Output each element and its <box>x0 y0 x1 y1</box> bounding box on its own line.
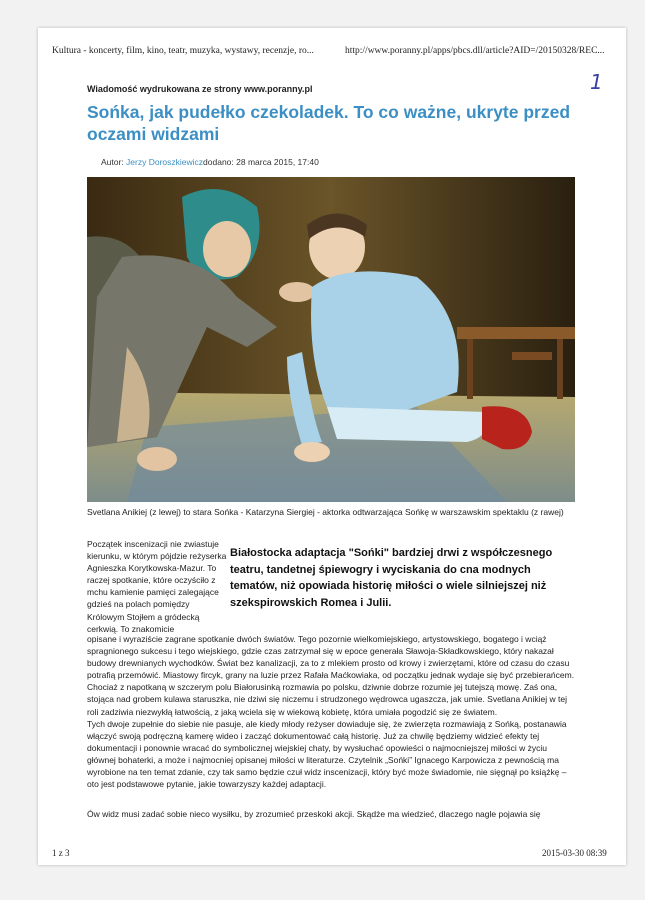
photo-caption: Svetlana Anikiej (z lewej) to stara Sońka - Katarzyna Siergiej - aktorka odtwarzająca Sońkę w warszawskim spektaklu (z rawej) <box>87 507 564 517</box>
article-lead: Białostocka adaptacja "Sońki" bardziej drwi z współczesnego teatru, tandetnej śpiewogry i wyciskania do cna modnych tematów, niż opowiada historię miłości o wiele silniejszej niż szekspirowskich Romea i Julii. <box>230 547 553 609</box>
page-counter: 1 z 3 <box>52 848 70 858</box>
article-photo <box>87 177 575 502</box>
print-datetime: 2015-03-30 08:39 <box>542 848 607 858</box>
article-body-column: Początek inscenizacji nie zwiastuje kierunku, w którym pójdzie reżyserka Agnieszka Korytkowska-Mazur. To raczej spotkanie, które oczyściło z mchu kamienie pamięci zalegające gdzieś na polach pomiędzy Królowym Stojłem a gródecką cerkwią. To znakomicie <box>87 539 227 634</box>
printed-from-notice: Wiadomość wydrukowana ze strony www.poranny.pl <box>87 84 313 94</box>
article-paragraph-continued: Ów widz musi zadać sobie nieco wysiłku, by zrozumieć przeskoki akcji. Skądże ma wiedzieć, dlaczego nagle pojawia się <box>87 809 541 819</box>
browser-header-title: Kultura - koncerty, film, kino, teatr, muzyka, wystawy, recenzje, ro... <box>52 46 314 56</box>
article-paragraph: Tych dwoje zupełnie do siebie nie pasuje, ale kiedy młody reżyser dowiaduje się, że zwierzęta rozmawiają z Sońką, postanawia włączyć swoją podręczną kamerę wideo i zacząć dokumentować całą historię. Już za chwilę będziemy widzieć efekty tej dokumentacji i ponownie wracać do symbolicznej wiejskiej chaty, by wysłuchać opowieści o najmocniejszej miłości w życiu głównej bohaterki, a może i najmocniej opisanej miłości w literaturze. Czytelnik „Sońki” Ignacego Karpowicza z pewnością ma wyrobione na ten temat zdanie, czy tak samo będzie czuł widz inscenizacji, który być może świadomie, nie sięgnął po książkę – oto jest podstawowe pytanie, jakie towarzyszy każdej adaptacji. <box>87 718 567 790</box>
article-title: Sońka, jak pudełko czekoladek. To co ważne, ukryte przed oczami widzami <box>87 102 571 144</box>
article-paragraph: opisane i wyraziście zagrane spotkanie dwóch światów. Tego pozornie wielkomiejskiego, artystowskiego, bogatego i wciąż spragnionego sukcesu i tego wiejskiego, gdzie czas zatrzymał się w epoce generała Sławoja-Składkowskiego, który nakazał budowy drewnianych wychodków. Świat bez kanalizacji, za to z mlekiem prosto od krowy i zwierzętami, które od czasu do czasu potrafią przemówić. Miastowy fircyk, grany na luzie przez Rafała Maćkowiaka, od początku jednak wydaje się być przebierańcem. Chociaż z napotkaną w szczerym polu Białorusinką rozmawia po polsku, dziwnie dobrze rozumie jej tutejszą mowę. Zaś ona, stojąca nad grobem kulawa staruszka, nie dziwi się niczemu i strudzonego wędrowca ugaszcza, jak umie. Svetlana Anikiej w tej roli zadziwia niezwykłą łatwością, z jaką wciela się w wiekową kobietę, która umiała pogodzić się ze światem. <box>87 634 575 717</box>
browser-header-url: http://www.poranny.pl/apps/pbcs.dll/article?AID=/20150328/REC... <box>345 46 605 56</box>
byline-prefix: Autor: <box>101 157 127 167</box>
handwritten-page-mark: 1 <box>590 70 603 94</box>
author-link[interactable]: Jerzy Doroszkiewicz <box>126 157 204 167</box>
byline-date: dodano: 28 marca 2015, 17:40 <box>203 157 319 167</box>
article-body <box>87 633 575 790</box>
article-byline <box>101 157 319 167</box>
